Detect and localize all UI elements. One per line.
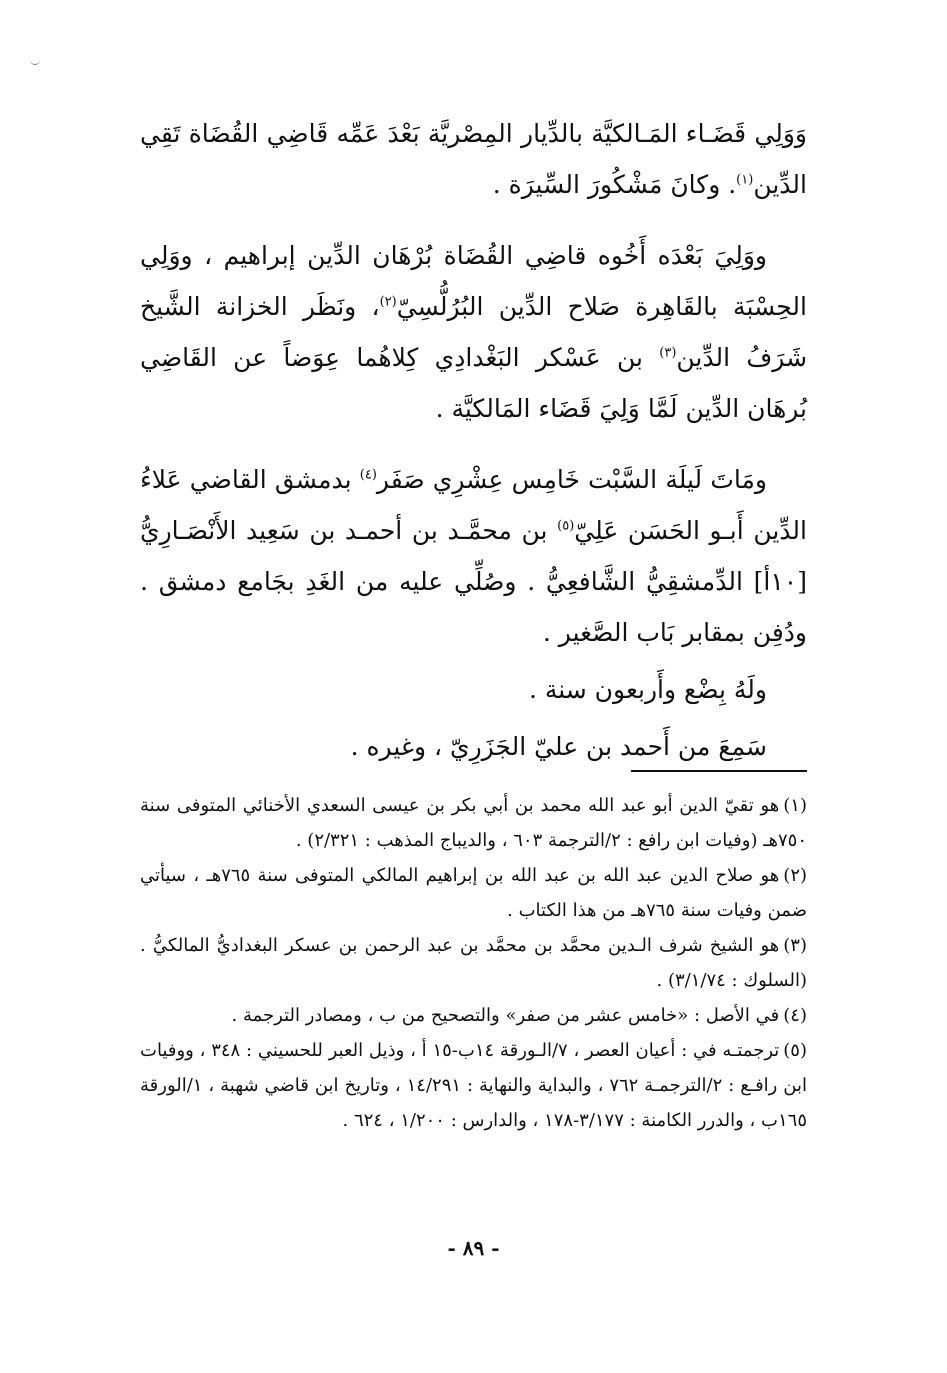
paragraph-3-text-b: بدمشق القاضي عَلاءُ الدِّين أَبـو الحَسَن عَلِيّ bbox=[140, 465, 807, 545]
footnote-separator bbox=[631, 770, 807, 772]
paragraph-1 bbox=[140, 108, 807, 210]
footnote-text: في الأصل : «خامس عشر من صفر» والتصحيح من ب ، ومصادر الترجمة . bbox=[231, 1005, 780, 1026]
footnote-number: (٣) bbox=[783, 935, 807, 956]
footnote-2 bbox=[140, 858, 807, 928]
paragraph-1-tail: . وكانَ مَشْكُورَ السِّيرَة . bbox=[492, 170, 737, 199]
footnote-text: ترجمتـه في : أعيان العصر ، ٧/الـورقة ١٤ب-١٥ أ ، وذيل العبر للحسيني : ٣٤٨ ، ووفيات ابن رافـع : ٢/الترجمـة ٧٦٢ ، والبداية والنهاية : ١٤/٢٩١ ، وتاريخ ابن قاضي شهبة ، ١/الورقة ١٦٥ب ، والدرر الكامنة : ٣/١٧٧-١٧٨ ، والدارس : ١/٢٠٠ ، ٦٢٤ . bbox=[140, 1040, 807, 1131]
paragraph-5: سَمِعَ من أَحمد بن عليّ الجَزَرِيّ ، وغيره . bbox=[350, 732, 767, 761]
paragraph-2-text-b: ، ونَظَر الخزانة الشَّيخ شَرَفُ الدِّين bbox=[140, 292, 808, 372]
footnote-number: (٢) bbox=[783, 865, 808, 886]
footnote-ref-2: (٢) bbox=[379, 294, 397, 310]
footnote-ref-1: (١) bbox=[736, 172, 754, 188]
footnotes bbox=[140, 788, 807, 1138]
footnote-text: هو صلاح الدين عبد الله بن عبد الله بن إبراهيم المالكي المتوفى سنة ٧٦٥هـ ، سيأتي ضمن وفيات سنة ٧٦٥هـ من هذا الكتاب . bbox=[140, 865, 807, 921]
footnote-3 bbox=[140, 928, 807, 998]
footnote-text: هو تقيّ الدين أبو عبد الله محمد بن أبي بكر بن عيسى السعدي الأخنائي المتوفى سنة ٧٥٠هـ (وفيات ابن رافع : ٢/الترجمة ٦٠٣ ، والديباج المذهب : ٢/٣٢١) . bbox=[140, 795, 807, 851]
paragraph-3-text-a: ومَاتَ لَيلَة السَّبْت خَامِس عِشْرِي صَفَر bbox=[376, 465, 767, 494]
paragraph-4: ولَهُ بِضْع وأَربعون سنة . bbox=[528, 675, 767, 704]
paragraph-3-text-c: بن محمَّـد بن أحمـد بن سَعِيد الأَنْصَـارِيُّ [١٠أ] الدِّمشقِيُّ الشَّافعِيُّ . وصُلِّي عليه من الغَدِ بجَامع دمشق . ودُفِن بمقابر بَاب الصَّغير . bbox=[140, 516, 807, 647]
footnote-number: (١) bbox=[783, 795, 807, 816]
paragraph-2-text-a: ووَلِيَ بَعْدَه أَخُوه قاضِي القُضَاة بُرْهَان الدِّين إبراهيم ، ووَلِي الحِسْبَة بالقَاهِرة صَلاح الدِّين البُرُلُّسِيّ bbox=[140, 241, 807, 321]
paragraph-2-text-c: بن عَسْكر البَغْدادِي كِلاهُما عِوَضاً عن القَاضِي بُرهَان الدِّين لَمَّا وَلِيَ قَضَاء المَالكيَّة . bbox=[140, 343, 807, 423]
footnote-text: هو الشيخ شرف الـدين محمَّد بن محمَّد بن عبد الرحمن بن عسكر البغداديُّ المالكيُّ . (السلوك : ٣/١/٧٤) . bbox=[140, 935, 807, 991]
paragraph-3 bbox=[140, 454, 807, 658]
paragraph-1-text: وَوَلِي قَضَـاء المَـالكيَّة بالدِّيار المِصْريَّة بَعْدَ عَمِّه قَاضِي القُضَاة تَقِي الدِّين bbox=[140, 119, 807, 199]
footnote-1 bbox=[140, 788, 807, 858]
scan-mark bbox=[30, 58, 40, 65]
footnote-number: (٤) bbox=[783, 1005, 807, 1026]
footnote-ref-4: (٤) bbox=[359, 467, 377, 483]
paragraph-2 bbox=[140, 230, 807, 434]
footnote-5 bbox=[140, 1033, 807, 1138]
footnote-ref-5: (٥) bbox=[557, 518, 575, 534]
main-text bbox=[140, 108, 807, 792]
footnote-ref-3: (٣) bbox=[659, 345, 677, 361]
footnote-number: (٥) bbox=[783, 1040, 807, 1061]
page-number: - ٨٩ - bbox=[447, 1236, 500, 1260]
footnote-4 bbox=[140, 998, 807, 1033]
